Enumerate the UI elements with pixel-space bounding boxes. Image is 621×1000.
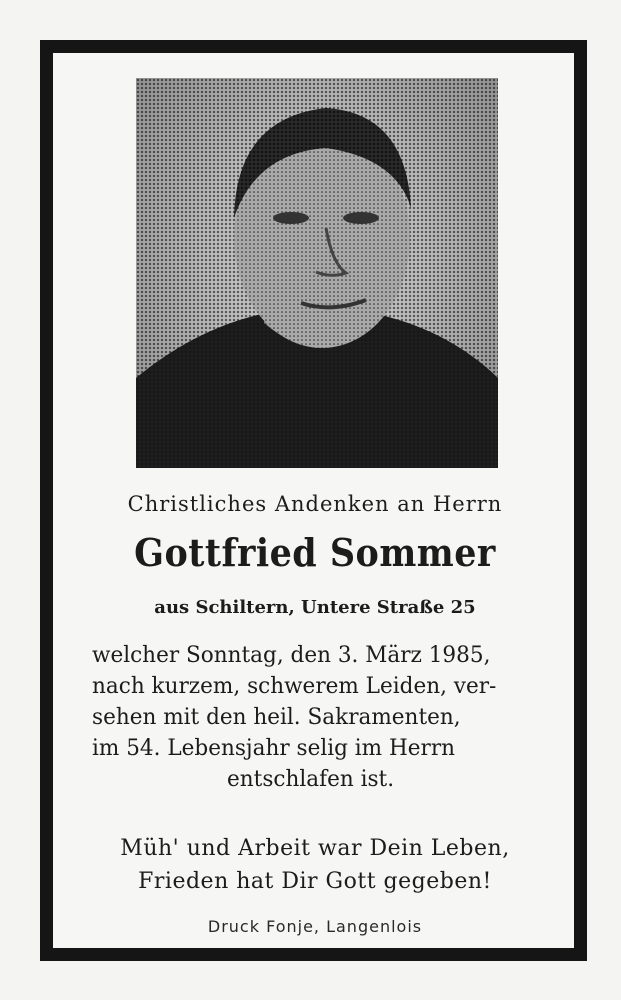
intro-line: Christliches Andenken an Herrn — [127, 492, 503, 516]
memorial-verse — [92, 832, 538, 898]
obituary-text — [92, 640, 529, 795]
obituary-line: sehen mit den heil. Sakramenten, — [92, 705, 461, 730]
printer-imprint: Druck Fonje, Langenlois — [207, 917, 423, 936]
portrait-silhouette — [136, 78, 498, 468]
obituary-line: entschlafen ist. — [227, 767, 395, 792]
verse-line: Müh' und Arbeit war Dein Leben, — [120, 836, 510, 861]
obituary-line: im 54. Lebensjahr selig im Herrn — [92, 736, 456, 761]
verse-line: Frieden hat Dir Gott gegeben! — [138, 869, 492, 894]
deceased-name: Gottfried Sommer — [134, 530, 496, 575]
portrait-photo — [136, 78, 498, 468]
obituary-line: nach kurzem, schwerem Leiden, ver- — [92, 674, 497, 699]
address-line: aus Schiltern, Untere Straße 25 — [154, 597, 476, 618]
obituary-line: welcher Sonntag, den 3. März 1985, — [92, 643, 491, 668]
